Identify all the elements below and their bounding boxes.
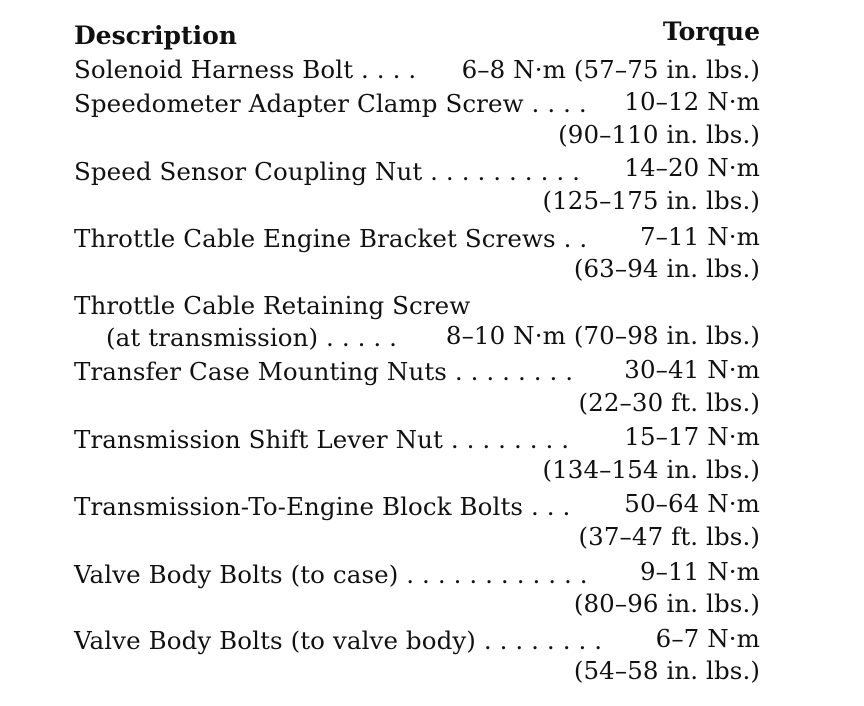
row-torque: 30–41 N·m [624, 355, 760, 384]
row-torque-imperial: (80–96 in. lbs.) [573, 589, 760, 618]
row-description: Valve Body Bolts (to case) . . . . . . . . . . . . [74, 560, 588, 589]
row-torque: 6–8 N·m (57–75 in. lbs.) [461, 55, 760, 84]
row-torque: 10–12 N·m [624, 87, 760, 116]
row-description: Transfer Case Mounting Nuts . . . . . . . . [74, 357, 574, 386]
row-torque: 6–7 N·m [655, 624, 760, 653]
row-description: Transmission Shift Lever Nut . . . . . . . . [74, 425, 570, 454]
row-torque: 15–17 N·m [624, 422, 760, 451]
row-torque: 9–11 N·m [639, 557, 760, 586]
row-description: Speed Sensor Coupling Nut . . . . . . . . . . [74, 157, 581, 186]
row-description: Solenoid Harness Bolt . . . . [74, 55, 417, 84]
row-torque: 7–11 N·m [639, 222, 760, 251]
row-torque-imperial: (90–110 in. lbs.) [558, 120, 760, 149]
row-description: Throttle Cable Engine Bracket Screws . . [74, 224, 588, 253]
row-torque: 8–10 N·m (70–98 in. lbs.) [445, 321, 760, 350]
row-torque: 14–20 N·m [624, 153, 760, 182]
row-torque-imperial: (22–30 ft. lbs.) [578, 388, 760, 417]
description-header: Description [74, 21, 237, 50]
row-description-continued: (at transmission) . . . . . [106, 323, 398, 352]
row-torque-imperial: (125–175 in. lbs.) [542, 186, 760, 215]
row-description: Transmission-To-Engine Block Bolts . . . [74, 492, 571, 521]
row-description: Speedometer Adapter Clamp Screw . . . . [74, 89, 587, 118]
torque-header: Torque [662, 17, 760, 46]
row-torque-imperial: (54–58 in. lbs.) [573, 656, 760, 685]
row-description: Valve Body Bolts (to valve body) . . . . . . . . [74, 626, 603, 655]
row-torque-imperial: (63–94 in. lbs.) [573, 254, 760, 283]
row-torque-imperial: (134–154 in. lbs.) [542, 455, 760, 484]
row-description: Throttle Cable Retaining Screw [74, 291, 471, 320]
row-torque-imperial: (37–47 ft. lbs.) [578, 522, 760, 551]
row-torque: 50–64 N·m [624, 489, 760, 518]
